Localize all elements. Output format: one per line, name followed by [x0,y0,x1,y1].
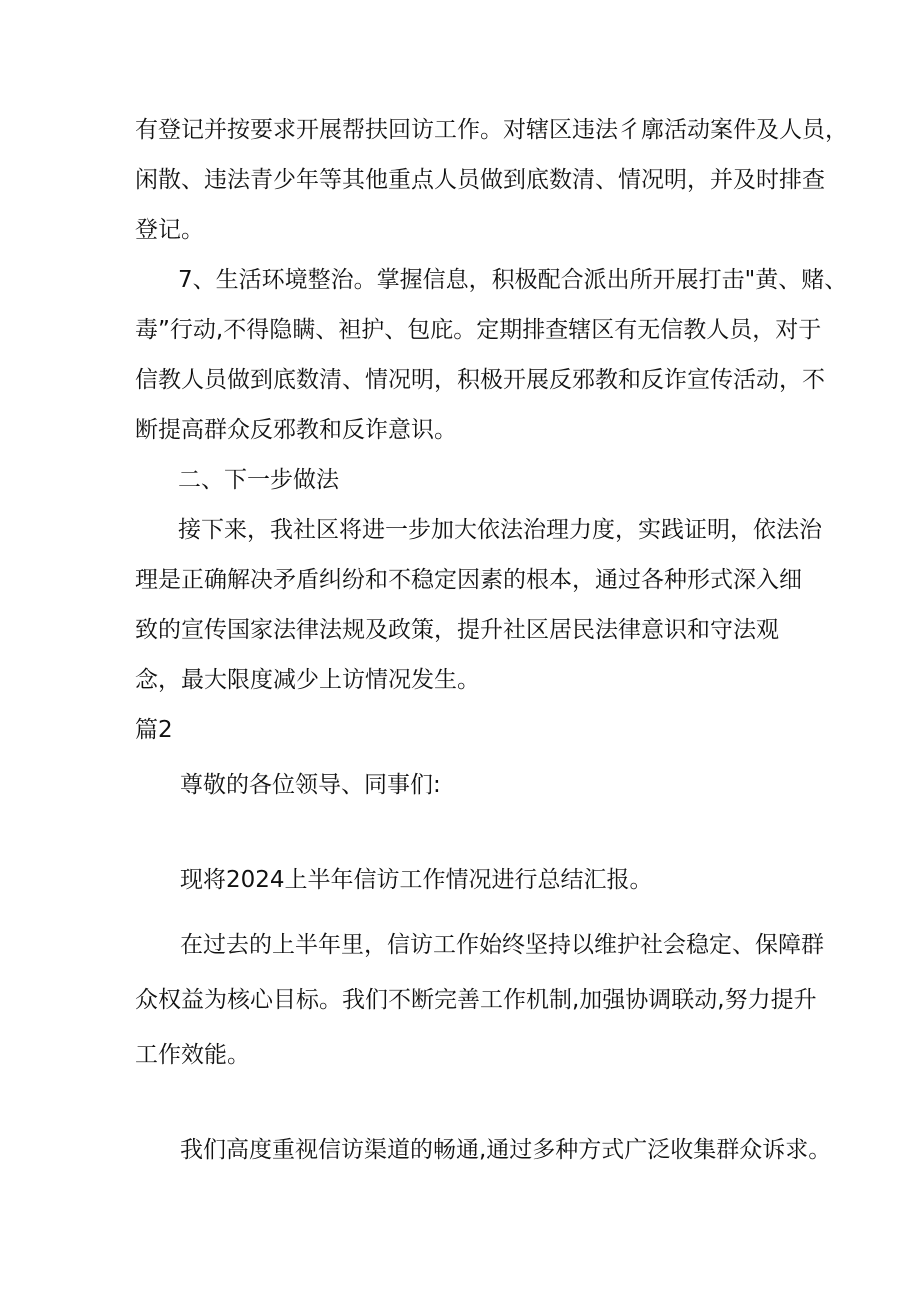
text-line: 7、生活环境整治。掌握信息，积极配合派出所开展打击"黄、赌、 [178,267,848,293]
salutation: 尊敬的各位领导、同事们: [180,772,441,798]
text-line: 工作效能。 [135,1042,250,1068]
text-line: 有登记并按要求开展帮扶回访工作。对辖区违法彳廓活动案件及人员， [135,117,848,143]
text-line: 毒”行动,不得隐瞒、袒护、包庇。定期排查辖区有无信教人员，对于 [135,317,822,343]
text-line: 登记。 [135,217,204,243]
text-line: 念，最大限度减少上访情况发生。 [135,667,480,693]
text-line: 理是正确解决矛盾纠纷和不稳定因素的根本，通过各种形式深入细 [135,567,802,593]
article-label: 篇2 [135,717,173,743]
text-line: 众权益为核心目标。我们不断完善工作机制,加强协调联动,努力提升 [135,987,817,1013]
text-line: 我们高度重视信访渠道的畅通,通过多种方式广泛收集群众诉求。 [180,1137,832,1163]
text-line: 在过去的上半年里，信访工作始终坚持以维护社会稳定、保障群 [180,932,824,958]
text-line: 闲散、违法青少年等其他重点人员做到底数清、情况明，并及时排查 [135,167,825,193]
text-line: 断提高群众反邪教和反诈意识。 [135,417,457,443]
text-line: 信教人员做到底数清、情况明，积极开展反邪教和反诈宣传活动，不 [135,367,825,393]
text-line: 现将2024上半年信访工作情况进行总结汇报。 [180,867,653,893]
text-line: 致的宣传国家法律法规及政策，提升社区居民法律意识和守法观 [135,617,779,643]
section-heading: 二、下一步做法 [178,467,339,493]
text-line: 接下来，我社区将进一步加大依法治理力度，实践证明，依法治 [178,517,822,543]
